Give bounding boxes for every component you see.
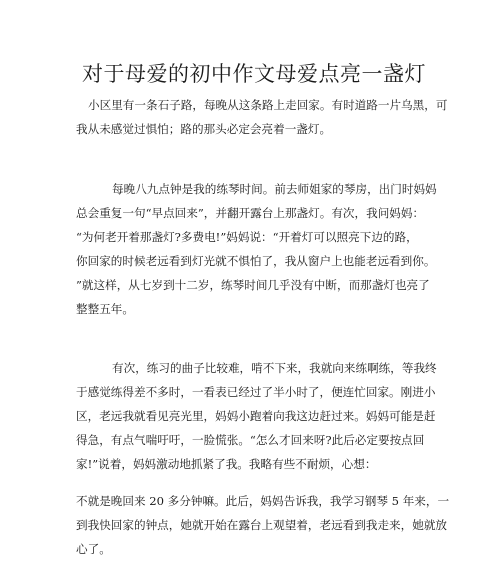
paragraph-1 <box>76 93 448 141</box>
paragraph-line: ”就这样，从七岁到十二岁，练琴时间几乎没有中断，而那盏灯也亮了 <box>76 278 430 292</box>
paragraph-line: 不就是晚回来 20 多分钟嘛。此后，妈妈告诉我，我学习钢琴 5 年来，一 <box>76 494 450 508</box>
paragraph-line: 我从未感觉过惧怕；路的那头必定会亮着一盏灯。 <box>76 122 332 136</box>
paragraph-4 <box>76 489 450 561</box>
paragraph-line: 小区里有一条石子路，每晚从这条路上走回家。有时道路一片乌黑，可 <box>88 98 448 112</box>
paragraph-2 <box>76 177 437 321</box>
paragraph-line: 于感觉练得差不多时，一看表已经过了半小时了，便连忙回家。刚进小 <box>76 385 436 399</box>
paragraph-line: 整整五年。 <box>76 302 134 316</box>
document-title: 对于母爱的初中作文母爱点亮一盏灯 <box>82 62 426 86</box>
paragraph-3 <box>76 356 437 476</box>
paragraph-line: “为何老开着那盏灯?多费电!”妈妈说：“开着灯可以照亮下边的路， <box>76 230 418 244</box>
paragraph-line: 心了。 <box>76 542 111 556</box>
paragraph-line: 得急，有点气喘吁吁，一脸慌张。“怎么才回来呀?此后必定要按点回 <box>76 433 425 447</box>
paragraph-line: 总会重复一句“早点回来”，并翻开露台上那盏灯。有次，我问妈妈： <box>76 206 425 220</box>
paragraph-line: 家!”说着，妈妈激动地抓紧了我。我略有些不耐烦，心想： <box>76 457 377 471</box>
paragraph-line: 每晚八九点钟是我的练琴时间。前去师姐家的琴房，出门时妈妈 <box>112 182 437 196</box>
paragraph-line: 有次，练习的曲子比较难，啃不下来，我就向来练啊练，等我终 <box>112 361 437 375</box>
paragraph-line: 你回家的时候老远看到灯光就不惧怕了，我从窗户上也能老远看到你。 <box>76 254 436 268</box>
paragraph-line: 区，老远我就看见亮光里，妈妈小跑着向我这边赶过来。妈妈可能是赶 <box>76 409 436 423</box>
paragraph-line: 到我快回家的钟点，她就开始在露台上观望着，老远看到我走来，她就放 <box>76 518 448 532</box>
